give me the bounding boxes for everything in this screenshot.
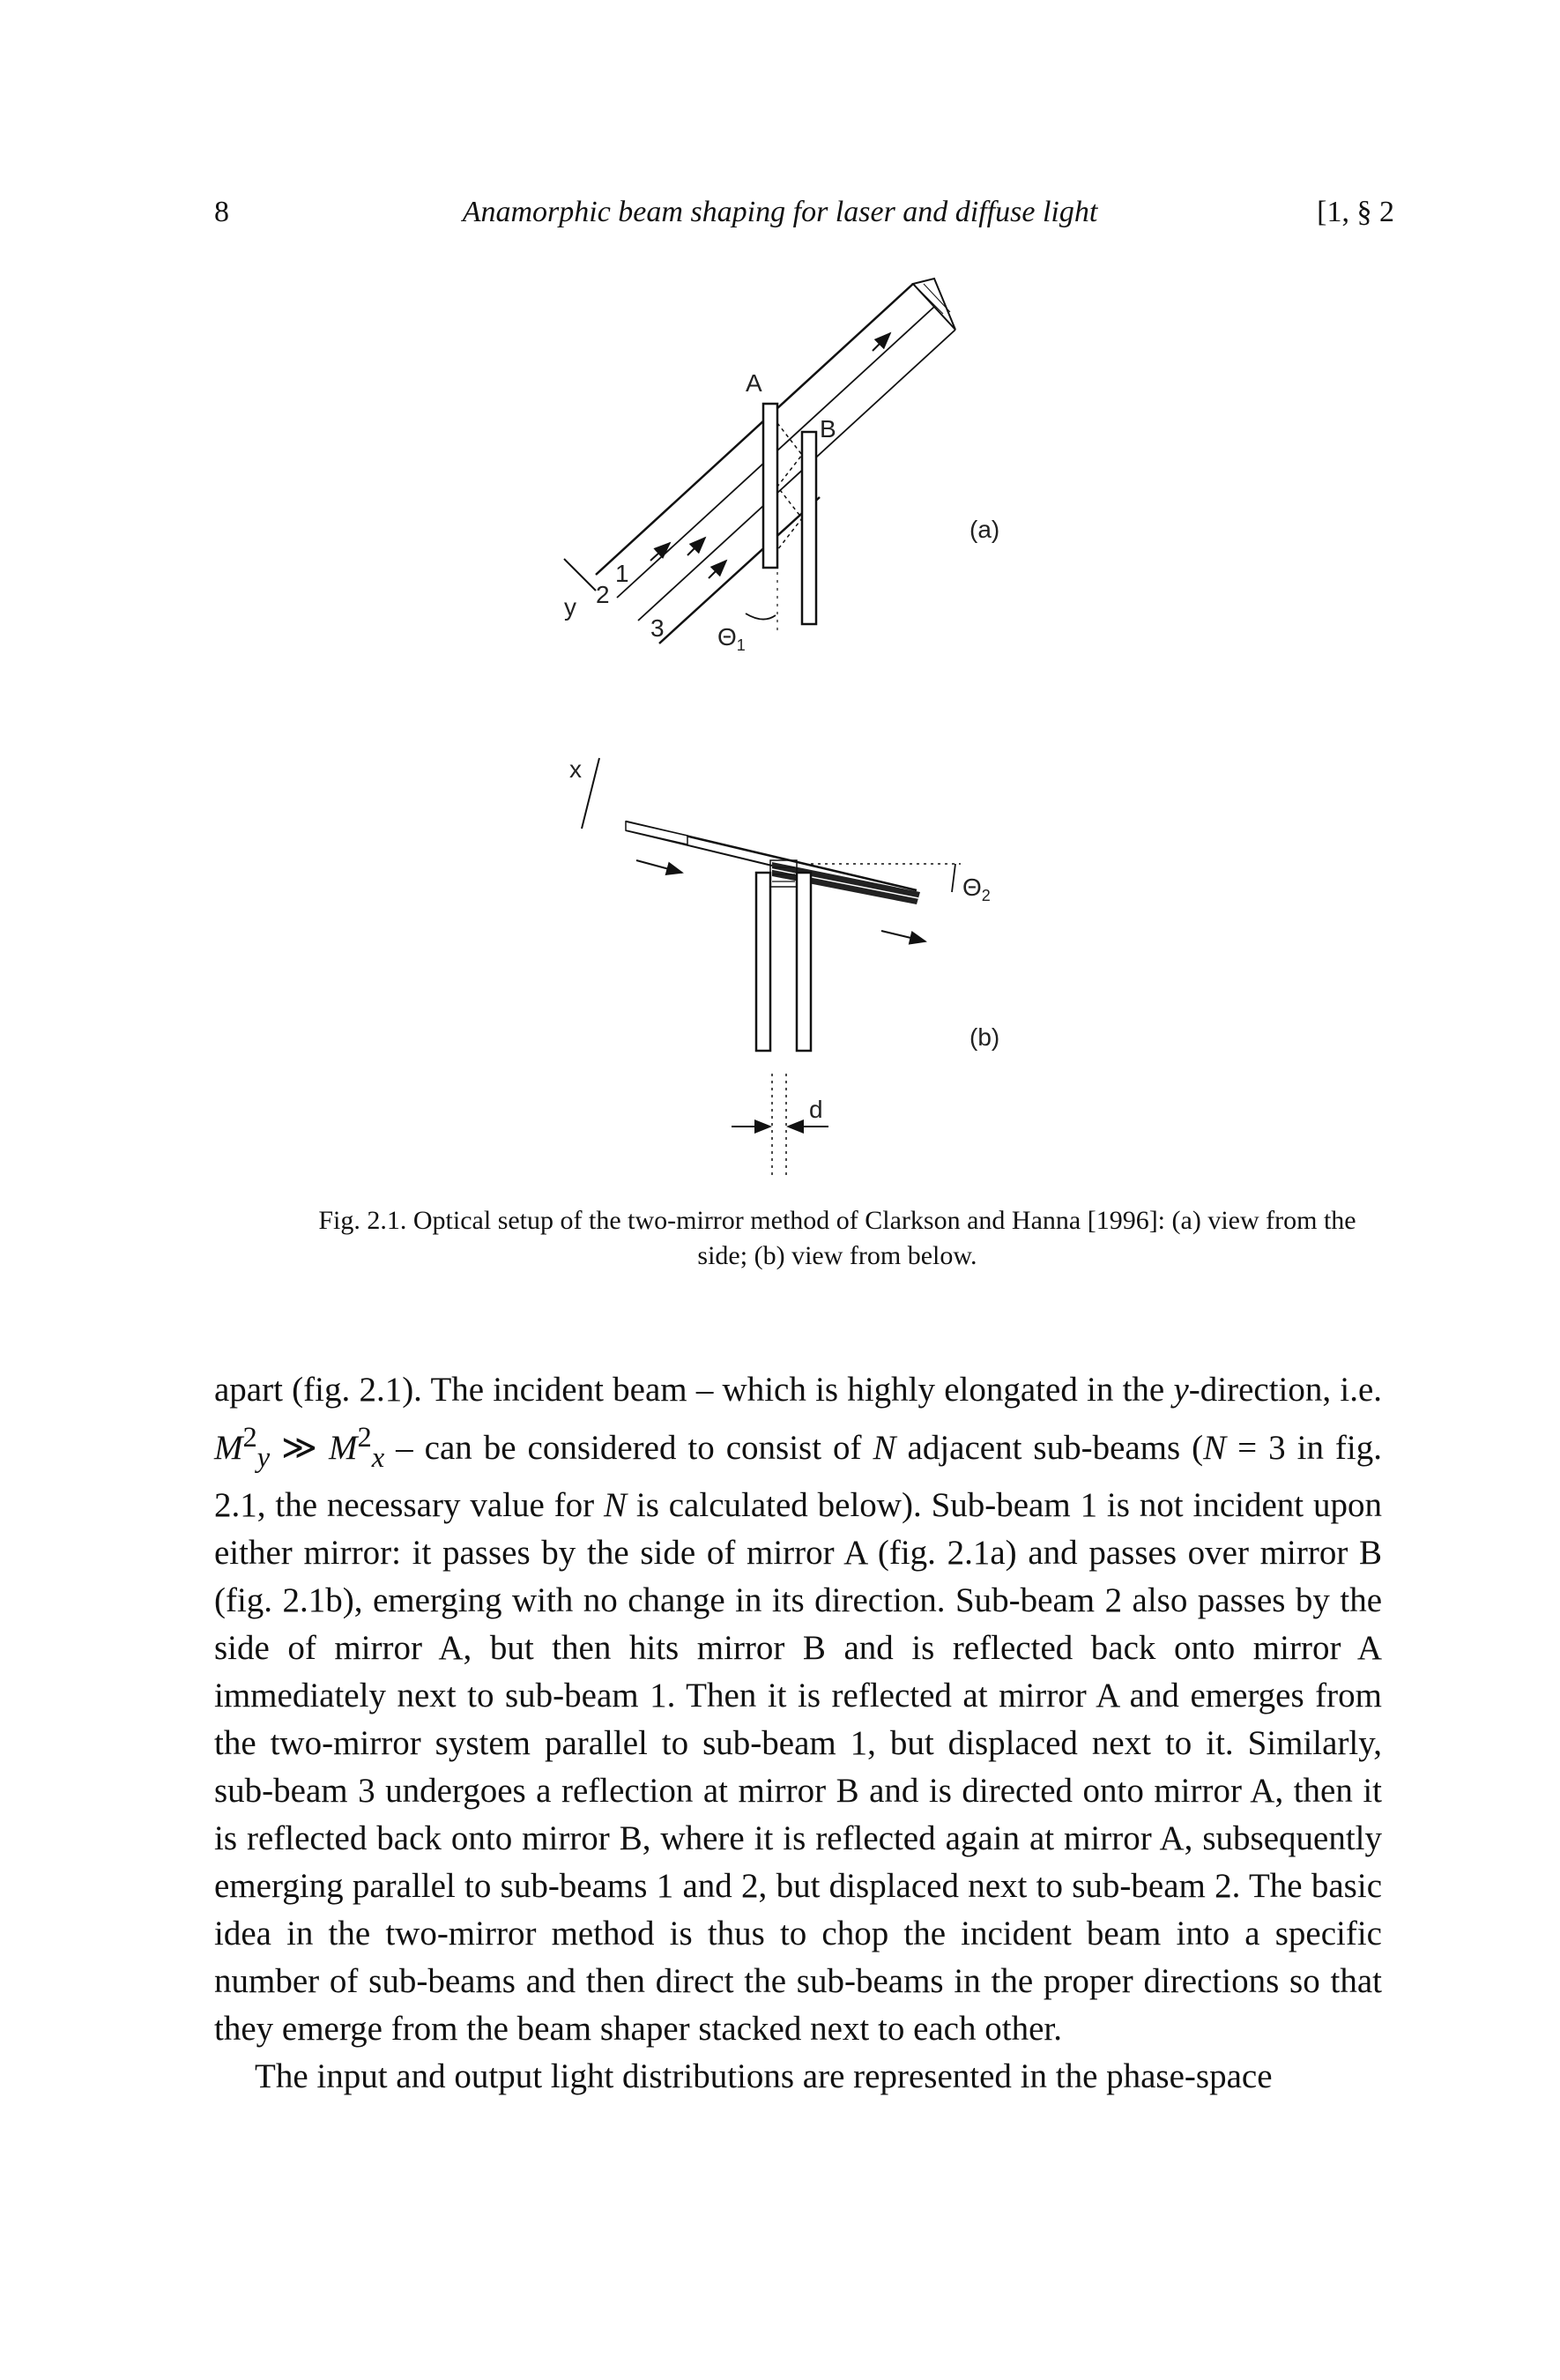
incoming-beam-cap [626, 822, 687, 844]
beam-edge-2 [638, 330, 955, 621]
paragraph-1: apart (fig. 2.1). The incident beam – which is highly elongated in the y-direction, i.e. $M^2_y$ ≫ $M^2_x$ – can be considered to consist of N adjacent sub-beams (N = 3 in fig. 2.1, the necessary value for N is calculated below). Sub-beam 1 is not incident upon either mirror: it passes by the side of mirror A (fig. 2.1a) and passes over mirror B (fig. 2.1b), emerging with no change in its direction. Sub-beam 2 also passes by the side of mirror A, but then hits mirror B and is reflected back onto mirror A immediately next to sub-beam 1. Then it is reflected at mirror A and emerges from the two-mirror system parallel to sub-beam 1, but displaced next to it. Similarly, sub-beam 3 undergoes a reflection at mirror B and is directed onto mirror A, then it is reflected back onto mirror B, where it is reflected again at mirror A, subsequently emerging parallel to sub-beams 1 and 2, but displaced next to sub-beam 2. The basic idea in the two-mirror method is thus to chop the incident beam into a specific number of sub-beams and then direct the sub-beams in the proper directions so that they emerge from the beam shaper stacked next to each other. [214, 1371, 1383, 2048]
mirror-a-label: A [746, 369, 762, 397]
x-axis-line [582, 758, 599, 829]
beam-end-cap [913, 279, 955, 330]
sub-beam-1-label: 1 [615, 560, 629, 587]
running-title: Anamorphic beam shaping for laser and diffuse light [462, 196, 1098, 228]
mirror-a-bottom [756, 873, 770, 1051]
theta-1-arc [746, 614, 776, 620]
beam-arrow [709, 561, 726, 578]
x-axis-label: x [569, 755, 582, 783]
theta-1-label: $\Theta_1$ [717, 623, 746, 654]
section-reference: [1, § 2 [1317, 196, 1394, 228]
optical-setup-diagram [0, 264, 1560, 1190]
body-text [214, 1366, 1382, 2101]
page-header [0, 196, 1560, 240]
mirror-b [802, 432, 816, 624]
side-view-a [564, 279, 999, 654]
paragraph-2: The input and output light distributions are represented in the phase-space [255, 2056, 1273, 2095]
mirror-b-bottom [797, 873, 811, 1051]
theta-2-label: $\Theta_2$ [962, 874, 991, 904]
beam-arrow [873, 333, 890, 351]
sub-beam-3-label: 3 [650, 614, 665, 642]
beam-edge-inner [659, 497, 820, 643]
figure-2-1 [0, 264, 1560, 1190]
bottom-view-b [569, 755, 999, 1178]
view-a-label: (a) [969, 516, 1000, 543]
theta-2-arc [952, 864, 955, 892]
y-axis-line [564, 559, 596, 591]
figure-caption: Fig. 2.1. Optical setup of the two-mirror method of Clarkson and Hanna [1996]: (a) view from the side; (b) view from below. [318, 1206, 1356, 1270]
page-number: 8 [214, 196, 229, 228]
beam-arrow [687, 538, 705, 555]
incoming-arrow [636, 860, 682, 873]
mirror-a [763, 404, 777, 568]
sub-beam-2-label: 2 [596, 581, 610, 608]
distance-d-label: d [809, 1096, 823, 1123]
beam-edge-outer [596, 284, 913, 575]
mirror-b-label: B [820, 415, 836, 443]
view-b-label: (b) [969, 1023, 1000, 1051]
outgoing-arrow [881, 931, 925, 941]
y-axis-label: y [564, 593, 576, 621]
